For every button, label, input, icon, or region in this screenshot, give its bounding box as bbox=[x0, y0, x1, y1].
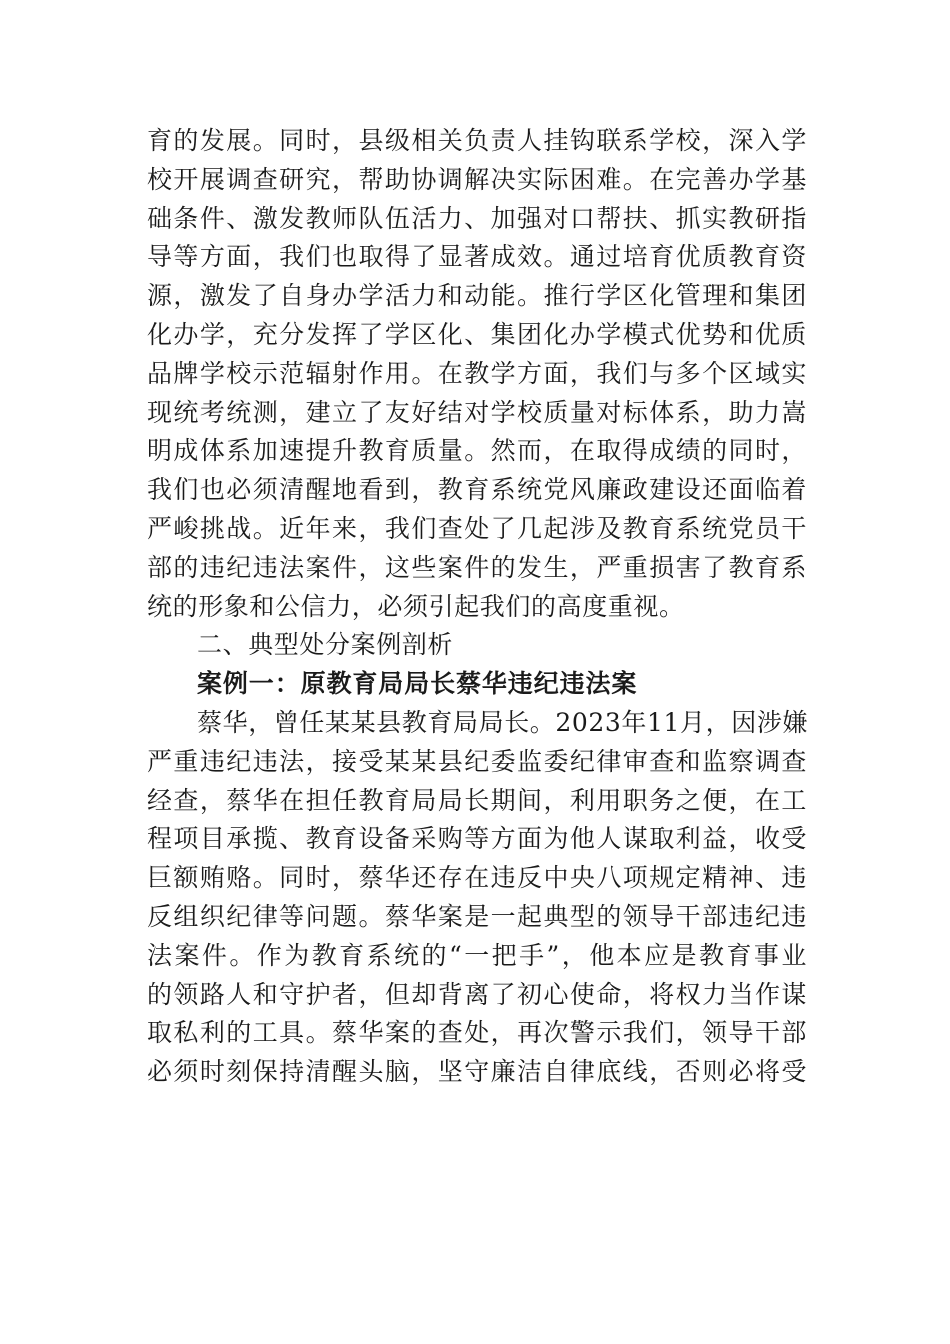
text-line: 校开展调查研究，帮助协调解决实际困难。在完善办学基 bbox=[147, 164, 807, 194]
text-line: 程项目承揽、教育设备采购等方面为他人谋取利益，收受 bbox=[147, 824, 807, 854]
text-line: 部的违纪违法案件，这些案件的发生，严重损害了教育系 bbox=[147, 552, 807, 582]
section-heading: 二、典型处分案例剖析 bbox=[197, 630, 454, 660]
text-line: 法案件。作为教育系统的“一把手”，他本应是教育事业 bbox=[147, 940, 807, 970]
paragraph-1 bbox=[147, 122, 807, 626]
text-line: 反组织纪律等问题。蔡华案是一起典型的领导干部违纪违 bbox=[147, 901, 807, 931]
paragraph-2 bbox=[147, 704, 807, 1092]
text-line: 巨额贿赂。同时，蔡华还存在违反中央八项规定精神、违 bbox=[147, 863, 807, 893]
text-line: 经查，蔡华在担任教育局局长期间，利用职务之便，在工 bbox=[147, 785, 807, 815]
text-line: 育的发展。同时，县级相关负责人挂钩联系学校，深入学 bbox=[147, 126, 807, 155]
text-line: 我们也必须清醒地看到，教育系统党风廉政建设还面临着 bbox=[147, 475, 807, 505]
text-line: 统的形象和公信力，必须引起我们的高度重视。 bbox=[147, 591, 685, 621]
document-body bbox=[147, 122, 807, 1092]
text-line: 严重违纪违法，接受某某县纪委监委纪律审查和监察调查 bbox=[147, 746, 807, 776]
text-line: 取私利的工具。蔡华案的查处，再次警示我们，领导干部 bbox=[147, 1018, 807, 1048]
text-line: 源，激发了自身办学活力和动能。推行学区化管理和集团 bbox=[147, 281, 807, 311]
case-heading: 案例一：原教育局局长蔡华违纪违法案 bbox=[197, 669, 638, 699]
text-line: 严峻挑战。近年来，我们查处了几起涉及教育系统党员干 bbox=[147, 513, 807, 543]
text-line: 必须时刻保持清醒头脑，坚守廉洁自律底线，否则必将受 bbox=[147, 1057, 807, 1087]
text-line: 化办学，充分发挥了学区化、集团化办学模式优势和优质 bbox=[147, 319, 807, 349]
text-line: 明成体系加速提升教育质量。然而，在取得成绩的同时， bbox=[147, 436, 807, 466]
text-line: 品牌学校示范辐射作用。在教学方面，我们与多个区域实 bbox=[147, 358, 807, 388]
text-line: 导等方面，我们也取得了显著成效。通过培育优质教育资 bbox=[147, 242, 807, 272]
text-line: 础条件、激发教师队伍活力、加强对口帮扶、抓实教研指 bbox=[147, 203, 807, 233]
text-line: 蔡华，曾任某某县教育局局长。2023年11月，因涉嫌 bbox=[197, 707, 809, 737]
text-line: 的领路人和守护者，但却背离了初心使命，将权力当作谋 bbox=[147, 979, 807, 1009]
text-line: 现统考统测，建立了友好结对学校质量对标体系，助力嵩 bbox=[147, 397, 807, 427]
